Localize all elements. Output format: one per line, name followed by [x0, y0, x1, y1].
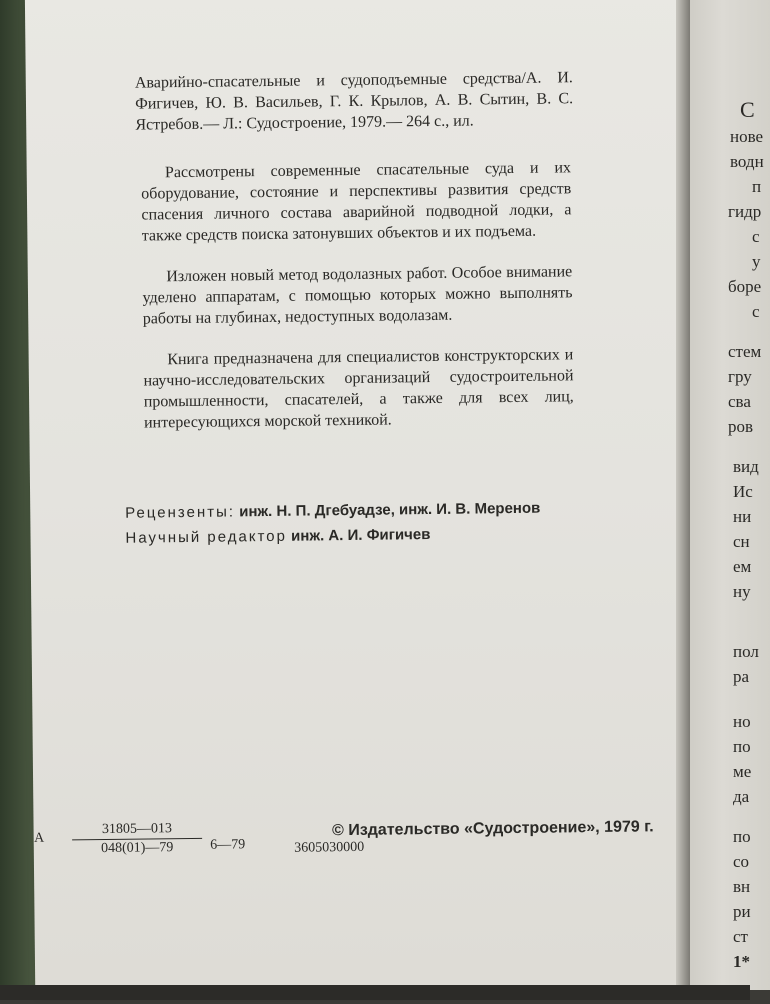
right-page-fragment: сн [733, 532, 750, 551]
right-page-fragment: по [733, 827, 751, 846]
annotation-paragraph: Рассмотрены современные спасательные суда и их оборудование, состояние и перспективы развития средств спасения личного состава аварийной подводной лодки, а также средств поиска затонувших объектов и их подъема. [141, 159, 572, 245]
right-page-fragment: по [733, 737, 751, 756]
right-page-fragment: с [752, 302, 760, 321]
right-page-fragment: ни [733, 507, 752, 526]
right-page-fragment: ра [733, 667, 750, 686]
annotation-paragraph: Книга предназначена для специалистов конструкторских и научно-исследовательских организаций судостроительной промышленности, спасателей, а также для всех лиц, интересующихся морской техникой. [143, 346, 574, 432]
right-page-fragment: гидр [728, 202, 762, 221]
right-page-fragment: ме [733, 762, 752, 781]
right-page-fragment: но [733, 712, 751, 731]
right-page-fragment: у [752, 252, 761, 271]
right-page-fragment: со [733, 852, 750, 871]
copyright-line: © Издательство «Судостроение», 1979 г. [331, 818, 654, 840]
bibliographic-record: Аварийно-спасательные и судоподъемные средства/А. И. Фигичев, Ю. В. Васильев, Г. К. Крылов, А. В. Сытин, В. С. Ястребов.— Л.: Судостроение, 1979.— 264 с., ил. [134, 69, 574, 134]
right-page-fragment: Ис [733, 482, 753, 501]
right-page-fragment: п [752, 177, 762, 196]
reviewers-label: Рецензенты: [125, 503, 236, 522]
right-page-fragment: с [752, 227, 760, 246]
editor-line [125, 519, 645, 550]
right-page-fragment: ров [728, 417, 754, 436]
right-page-fragment: ри [733, 902, 751, 921]
imprint-fraction [72, 820, 202, 859]
right-page-fragment: ем [733, 557, 752, 576]
imprint-denominator: 048(01)—79 [100, 840, 174, 857]
right-page-number: 1* [733, 952, 750, 971]
reviewers-names: инж. Н. П. Дгебуадзе, инж. И. В. Меренов [239, 499, 541, 521]
credits-block [125, 494, 646, 550]
imprint-numerator: 31805—013 [72, 820, 202, 841]
imprint-letter: А [34, 830, 45, 846]
right-page-fragment: боре [728, 277, 762, 296]
editor-name: инж. А. И. Фигичев [291, 526, 431, 545]
imprint-number: 3605030000 [294, 839, 365, 856]
imprint-code: 6—79 [210, 837, 246, 853]
right-page-fragment: да [733, 787, 750, 806]
right-page-fragment: гру [728, 367, 752, 386]
right-page-fragment: сва [728, 392, 751, 411]
right-page-fragment: вн [733, 877, 751, 896]
right-page-fragment: нове [730, 127, 764, 146]
editor-label: Научный редактор [125, 527, 288, 547]
annotation-paragraph: Изложен новый метод водолазных работ. Особое внимание уделено аппаратам, с помощью которых можно выполнять работы на глубинах, недоступных водолазам. [142, 263, 573, 328]
right-page-fragment: пол [733, 642, 759, 661]
right-page-fragment: ст [733, 927, 748, 946]
right-page-fragment: вид [733, 457, 759, 476]
right-page-fragment: С [740, 97, 755, 122]
right-page-fragment: ну [733, 582, 751, 601]
right-page-fragment: стем [728, 342, 762, 361]
right-page-fragment: водн [730, 152, 764, 171]
